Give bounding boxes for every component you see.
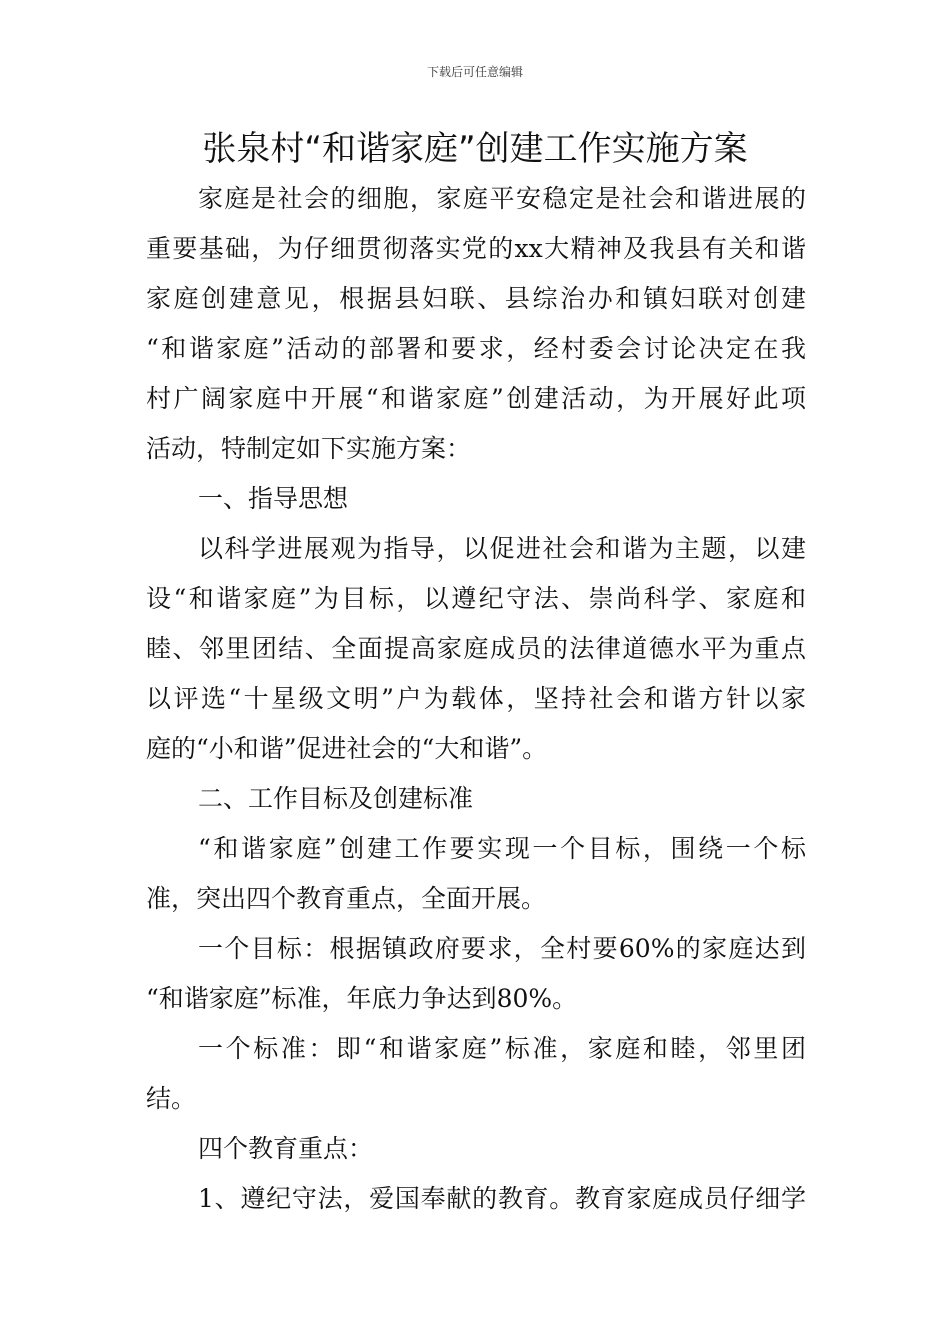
body-line-15: 准，突出四个教育重点，全面开展。	[146, 884, 547, 913]
body-line-2: 重要基础，为仔细贯彻落实党的xx大精神及我县有关和谐	[146, 234, 806, 263]
body-line-14: “和谐家庭”创建工作要实现一个目标，围绕一个标	[198, 834, 806, 863]
body-line-21: 1、遵纪守法，爱国奉献的教育。教育家庭成员仔细学	[198, 1184, 806, 1213]
body-line-3: 家庭创建意见，根据县妇联、县综治办和镇妇联对创建	[146, 284, 806, 313]
header-note: 下载后可任意编辑	[426, 65, 523, 79]
body-line-8: 以科学进展观为指导，以促进社会和谐为主题，以建	[198, 534, 806, 563]
body-line-19: 结。	[146, 1084, 197, 1113]
body-line-1: 家庭是社会的细胞，家庭平安稳定是社会和谐进展的	[198, 184, 806, 213]
section-heading-2: 二、工作目标及创建标准	[198, 784, 474, 813]
body-line-12: 庭的“小和谐”促进社会的“大和谐”。	[146, 734, 548, 763]
body-line-9: 设“和谐家庭”为目标，以遵纪守法、崇尚科学、家庭和	[146, 584, 806, 613]
body-line-20: 四个教育重点：	[198, 1134, 374, 1163]
body-line-6: 活动，特制定如下实施方案：	[146, 434, 472, 463]
body-line-5: 村广阔家庭中开展“和谐家庭”创建活动，为开展好此项	[146, 384, 806, 413]
document-body	[146, 174, 806, 1224]
document-title: 张泉村“和谐家庭”创建工作实施方案	[202, 129, 748, 169]
body-line-17: “和谐家庭”标准，年底力争达到80%。	[146, 984, 578, 1013]
body-line-10: 睦、邻里团结、全面提高家庭成员的法律道德水平为重点	[146, 634, 806, 663]
body-line-16: 一个目标：根据镇政府要求，全村要60%的家庭达到	[198, 934, 806, 963]
body-line-18: 一个标准：即“和谐家庭”标准，家庭和睦，邻里团	[198, 1034, 806, 1063]
section-heading-1: 一、指导思想	[198, 484, 349, 513]
body-line-11: 以评选“十星级文明”户为载体，坚持社会和谐方针以家	[146, 684, 806, 713]
body-line-4: “和谐家庭”活动的部署和要求，经村委会讨论决定在我	[146, 334, 806, 363]
